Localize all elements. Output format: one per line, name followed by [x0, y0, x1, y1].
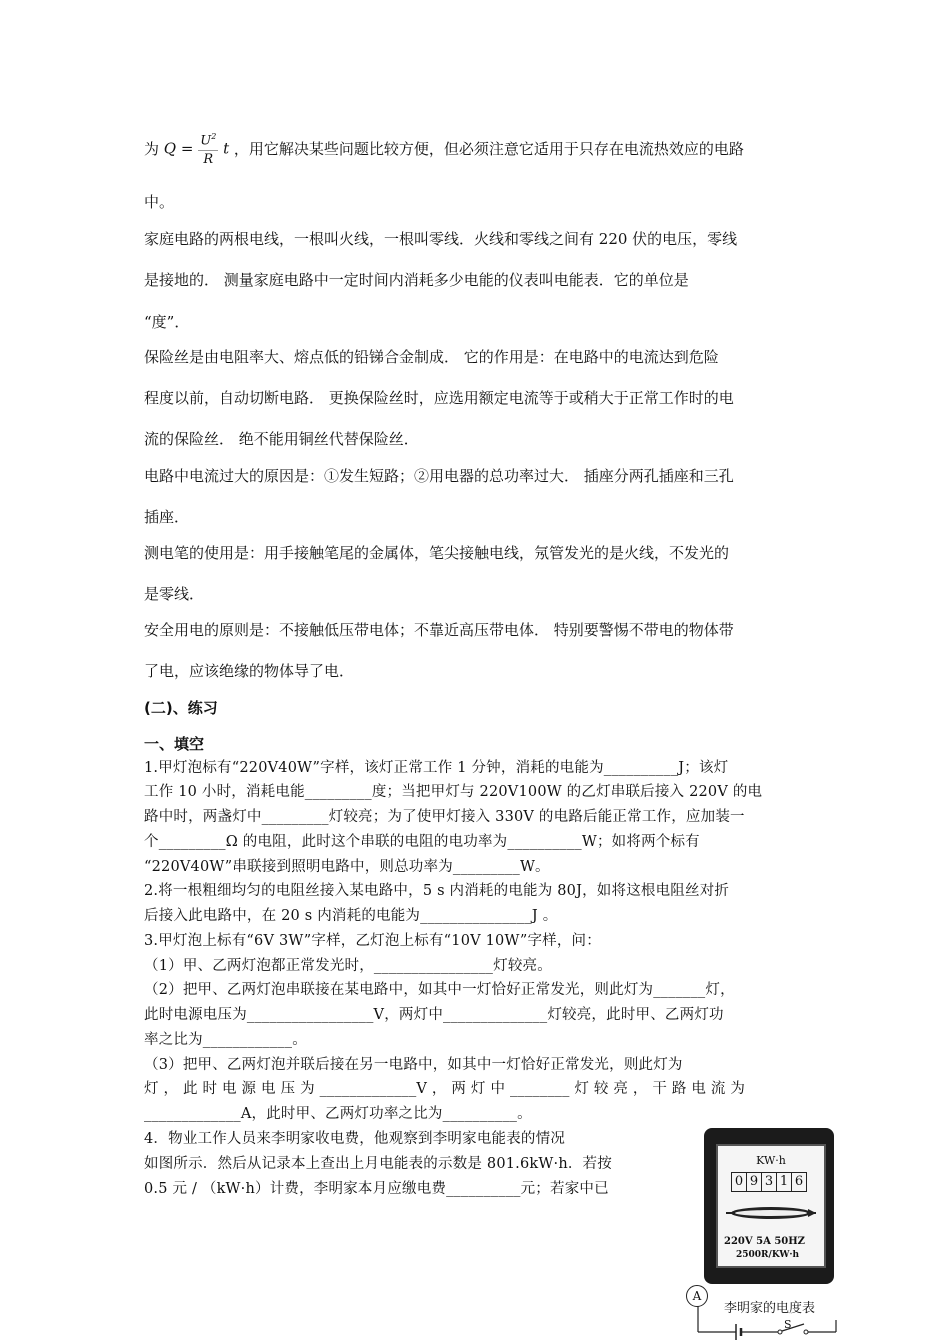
exercise-line: 2.将一根粗细均匀的电阻丝接入某电路中，5 s 内消耗的电能为 80J，如将这根电阻丝对折 — [144, 883, 730, 899]
text-line: 家庭电路的两根电线，一根叫火线，一根叫零线．火线和零线之间有 220 伏的电压，零线 — [144, 230, 738, 248]
text-line: 是接地的． 测量家庭电路中一定时间内消耗多少电能的仪表叫电能表．它的单位是 — [144, 271, 689, 289]
formula-num: U — [200, 133, 212, 149]
exercise-line: _____________A，此时甲、乙两灯功率之比为__________。 — [144, 1106, 532, 1122]
formula-line — [144, 128, 744, 178]
exercise-line: 路中时，两盏灯中_________灯较亮；为了使甲灯接入 330V 的电路后能正常工作，应加装一 — [144, 809, 745, 825]
exercise-line: 4．物业工作人员来李明家收电费，他观察到李明家电能表的情况 — [144, 1131, 566, 1147]
meter-disc-icon — [718, 1198, 824, 1228]
exercise-line: 1.甲灯泡标有“220V40W”字样，该灯正常工作 1 分钟，消耗的电能为__________J；该灯 — [144, 760, 729, 776]
meter-digit: 1 — [777, 1173, 792, 1191]
exercise-line: “220V40W”串联接到照明电路中，则总功率为_________W。 — [144, 859, 550, 875]
switch-label: S — [784, 1318, 792, 1331]
text-line: 保险丝是由电阻率大、熔点低的铅锑合金制成． 它的作用是：在电路中的电流达到危险 — [144, 348, 719, 366]
meter-digit: 6 — [794, 1174, 804, 1189]
text-line: 安全用电的原则是：不接触低压带电体；不靠近高压带电体． 特别要警惕不带电的物体带 — [144, 621, 734, 639]
exercise-line: （1）甲、乙两灯泡都正常发光时，________________灯较亮。 — [144, 958, 552, 974]
text-line: “度”． — [144, 313, 190, 331]
text-line: 程度以前，自动切断电路． 更换保险丝时，应选用额定电流等于或稍大于正常工作时的电 — [144, 389, 734, 407]
exercise-line: 工作 10 小时，消耗电能_________度；当把甲灯与 220V100W 的乙灯串联后接入 220V 的电 — [144, 784, 763, 800]
ammeter-icon — [686, 1285, 708, 1307]
text-line: 是零线． — [144, 585, 205, 603]
exercise-line: 率之比为____________。 — [144, 1032, 307, 1048]
meter-digit: 0 — [732, 1173, 747, 1191]
text-line: 流的保险丝． 绝不能用铜丝代替保险丝． — [144, 430, 419, 448]
electricity-meter — [704, 1128, 834, 1284]
formula-exp: 2 — [211, 132, 217, 141]
section-heading: (二)、练习 — [144, 699, 218, 717]
exercise-line: 后接入此电路中，在 20 s 内消耗的电能为_______________J 。 — [144, 908, 558, 924]
meter-unit: KW·h — [756, 1154, 786, 1167]
text-line: 插座． — [144, 508, 190, 526]
formula-lhs: Q = — [163, 139, 194, 158]
text-line: 测电笔的使用是：用手接触笔尾的金属体，笔尖接触电线，氖管发光的是火线，不发光的 — [144, 544, 730, 562]
formula-fraction — [198, 128, 218, 169]
meter-digit: 3 — [762, 1173, 777, 1191]
meter-digit: 9 — [747, 1173, 762, 1191]
section-heading: 一、填空 — [144, 735, 205, 753]
meter-spec: 220V 5A 50HZ — [724, 1236, 805, 1247]
formula-den: R — [203, 152, 214, 168]
exercise-line: （3）把甲、乙两灯泡并联后接在另一电路中，如其中一灯恰好正常发光，则此灯为 — [144, 1057, 683, 1073]
meter-constant: 2500R/KW·h — [736, 1250, 800, 1260]
exercise-line: 个_________Ω 的电阻，此时这个串联的电阻的电功率为__________W；如将两个标有 — [144, 834, 700, 850]
formula-prefix: 为 — [144, 140, 160, 159]
text-line: 电路中电流过大的原因是：①发生短路；②用电器的总功率过大． 插座分两孔插座和三孔 — [144, 467, 734, 485]
ammeter-label: A — [692, 1289, 702, 1303]
meter-face — [716, 1144, 826, 1268]
meter-digits — [731, 1172, 807, 1192]
text-line: 了电，应该绝缘的物体导了电． — [144, 662, 355, 680]
exercise-line: 如图所示．然后从记录本上查出上月电能表的示数是 801.6kW·h．若按 — [144, 1156, 612, 1172]
exercise-line: （2）把甲、乙两灯泡串联接在某电路中，如其中一灯恰好正常发光，则此灯为_______灯， — [144, 982, 735, 998]
exercise-line: 3.甲灯泡上标有“6V 3W”字样，乙灯泡上标有“10V 10W”字样，问： — [144, 933, 601, 949]
text-line: 中。 — [144, 193, 175, 211]
meter-caption: 李明家的电度表 — [724, 1301, 816, 1316]
exercise-line: 此时电源电压为_________________V，两灯中______________灯较亮，此时甲、乙两灯功 — [144, 1007, 724, 1023]
exercise-line: 0.5 元 / （kW·h）计费，李明家本月应缴电费__________元；若家中已 — [144, 1181, 609, 1197]
formula-suffix: ，用它解决某些问题比较方便，但必须注意它适用于只存在电流热效应的电路 — [233, 140, 744, 159]
exercise-line: 灯 ， 此 时 电 源 电 压 为 _____________V ， 两 灯 中 ________ 灯 较 亮 ， 干 路 电 流 为 — [144, 1081, 746, 1097]
formula-var: t — [223, 139, 230, 158]
